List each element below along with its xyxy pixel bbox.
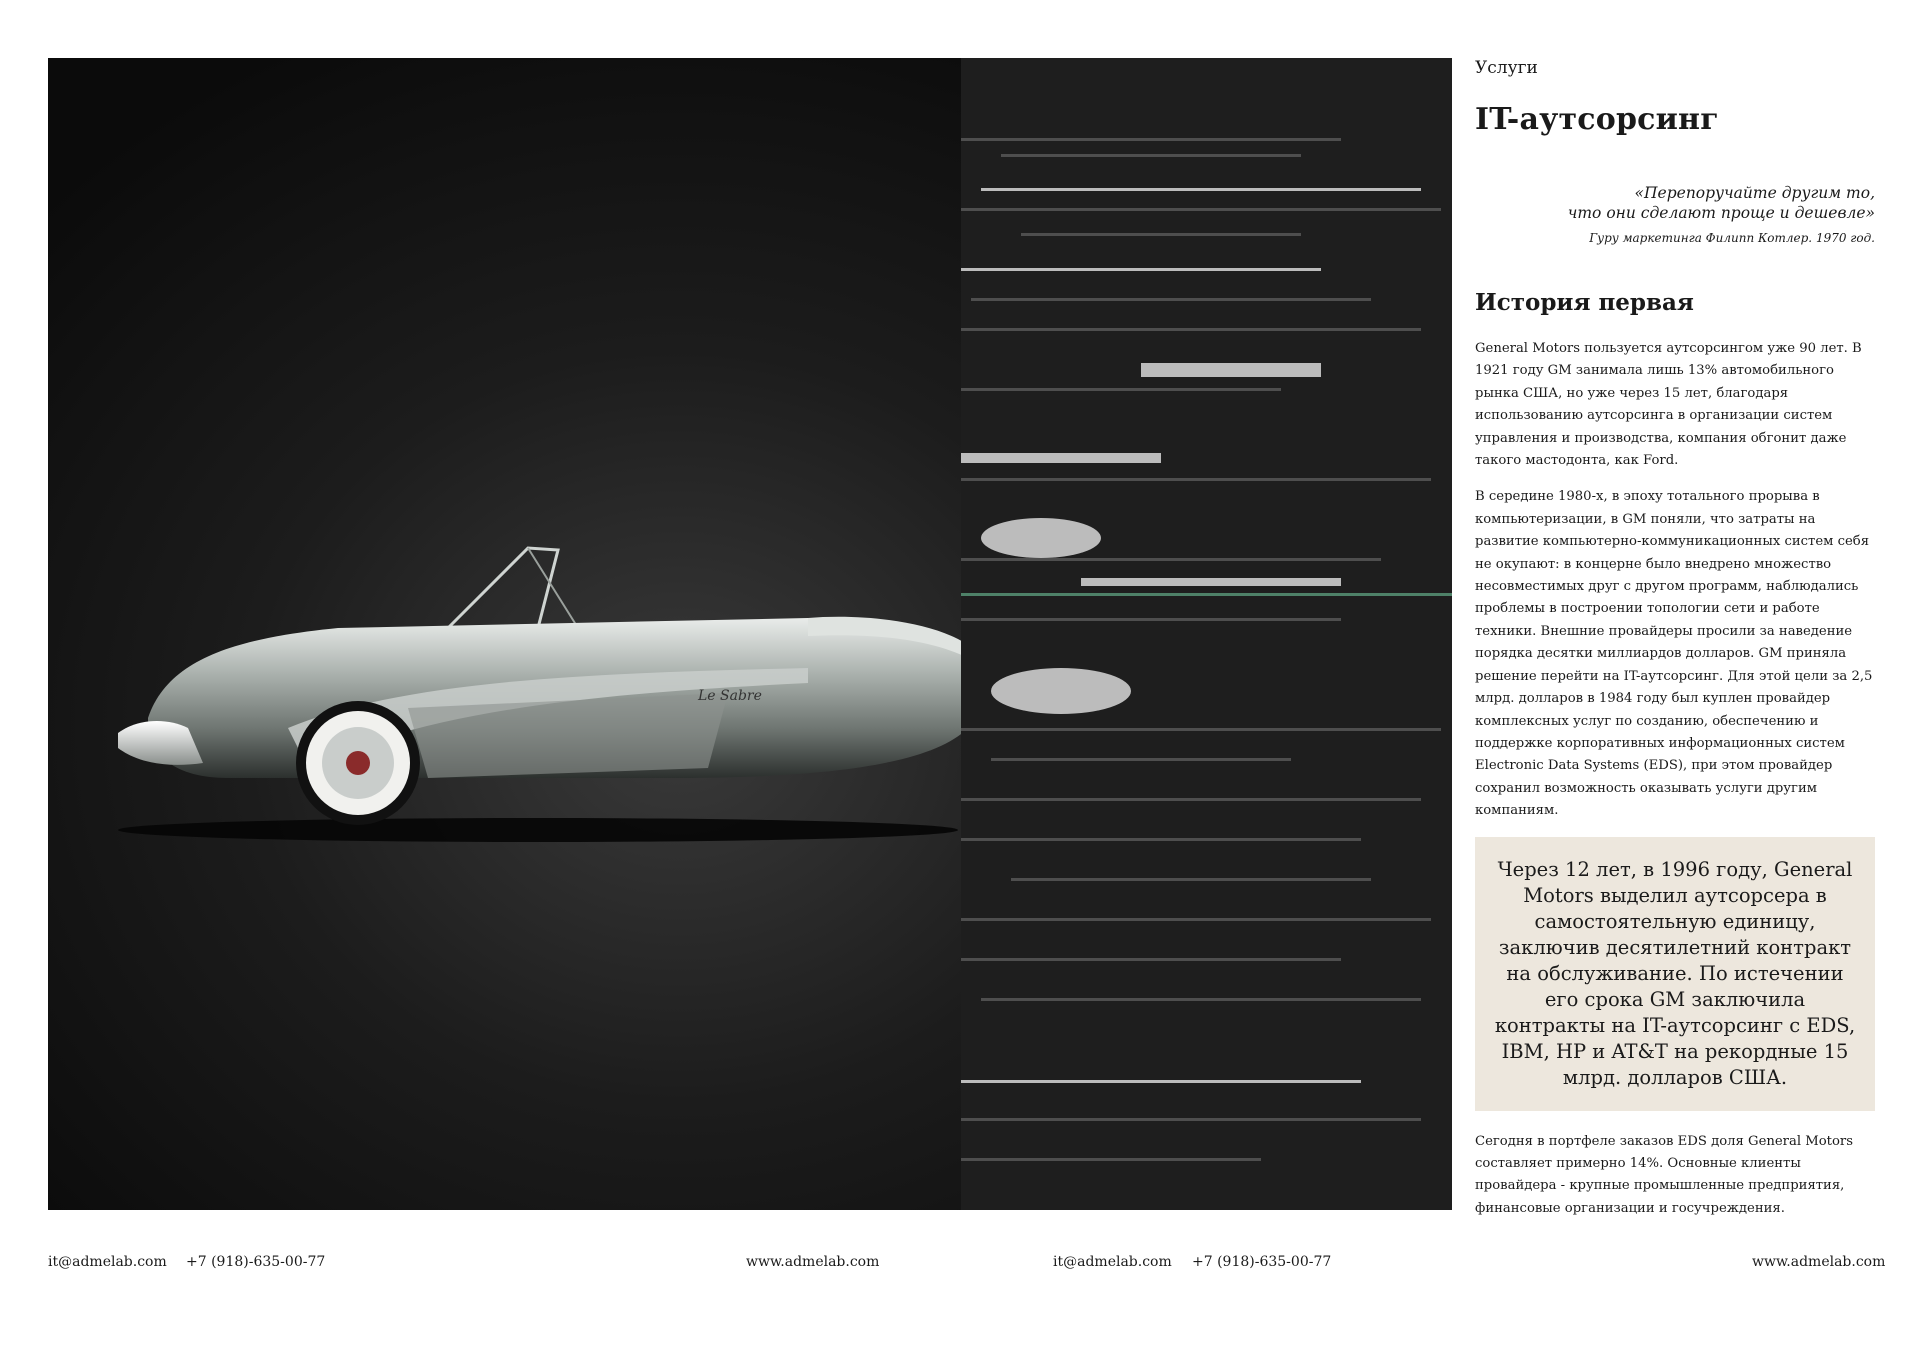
footer-left-phone[interactable]: +7 (918)-635-00-77 (186, 1254, 326, 1270)
footer-right-email[interactable]: it@admelab.com (1053, 1254, 1172, 1270)
footer-right-site[interactable]: www.admelab.com (1752, 1254, 1886, 1270)
car-illustration (108, 478, 1008, 858)
car-badge: Le Sabre (698, 688, 762, 704)
section-label: Услуги (1475, 58, 1538, 78)
paragraph-2: В середине 1980-х, в эпоху тотального прорыва в компьютеризации, в GM поняли, что затраты на развитие компьютерно-коммуникационных систем себя не окупают: в концерне было внедрено множество несовместимых друг с другом программ, наблюдались проблемы в построении топологии сети и работе техники. Внешние провайдеры просили за наведение порядка десятки миллиардов долларов. GM приняла решение перейти на IT-аутсорсинг. Для этой цели за 2,5 млрд. долларов в 1984 году был куплен провайдер комплексных услуг по созданию, обеспечению и поддержке корпоративных информационных систем Electronic Data Systems (EDS), при этом провайдер сохранил возможность оказывать услуги другим компаниям. (1475, 489, 1873, 819)
footer-right-phone[interactable]: +7 (918)-635-00-77 (1192, 1254, 1332, 1270)
footer-left-site[interactable]: www.admelab.com (746, 1254, 880, 1270)
hero-photo (48, 58, 1452, 1210)
callout-box: Через 12 лет, в 1996 году, General Motors выделил аутсорсера в самостоятельную единицу, заключив десятилетний контракт на обслуживание. По истечении его срока GM заключила контракты на IT-аутсорсинг с EDS, IBM, HP и AT&T на рекордные 15 млрд. долларов США. (1475, 837, 1875, 1111)
closing-paragraph: Сегодня в портфеле заказов EDS доля General Motors составляет примерно 14%. Основные клиенты провайдера - крупные промышленные предприятия, финансовые организации и госучреждения. (1475, 1133, 1853, 1216)
epigraph-quote (1475, 183, 1875, 223)
story-heading: История первая (1475, 289, 1694, 316)
footer-left-email[interactable]: it@admelab.com (48, 1254, 167, 1270)
glitch-overlay (961, 58, 1452, 1210)
quote-line-2: что они сделают проще и дешевле» (1567, 204, 1875, 222)
article-column (1475, 58, 1875, 1234)
quote-line-1: «Перепоручайте другим то, (1634, 184, 1875, 202)
paragraph-1: General Motors пользуется аутсорсингом уже 90 лет. В 1921 году GM занимала лишь 13% автомобильного рынка США, но уже через 15 лет, благодаря использованию аутсорсинга в организации систем управления и производства, компания обгонит даже такого мастодонта, как Ford. (1475, 341, 1862, 469)
page-title: IT-аутсорсинг (1475, 102, 1719, 137)
quote-author: Гуру маркетинга Филипп Котлер. 1970 год. (1589, 231, 1875, 245)
